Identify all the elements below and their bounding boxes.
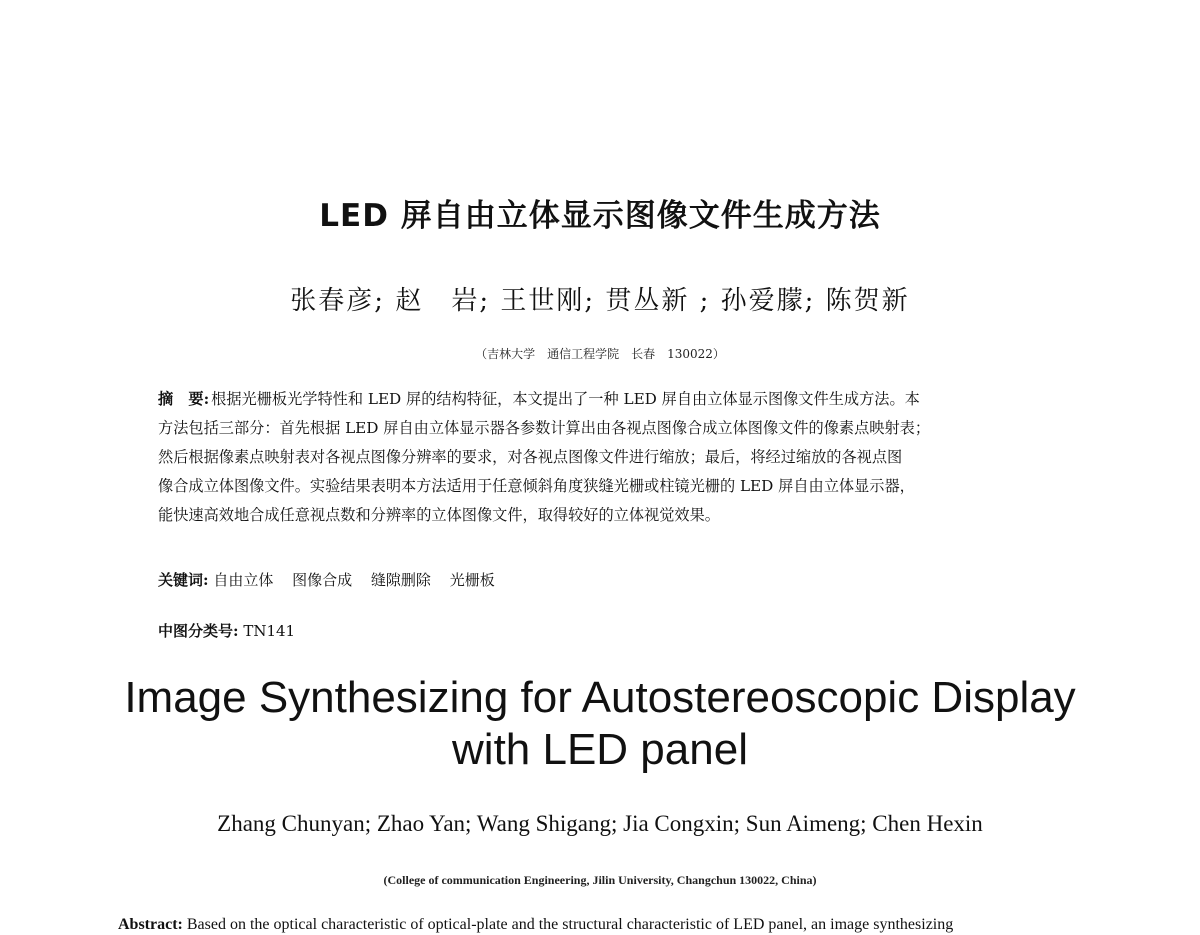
abstract-line: 方法包括三部分：首先根据 LED 屏自由立体显示器各参数计算出由各视点图像合成立体图像文件的像素点映射表； [158,419,931,437]
classification-number [158,620,295,641]
title-line-2: with LED panel [452,725,748,774]
paper-title-english [0,672,1200,776]
keyword-item: 光栅板 [449,571,495,589]
affiliation-chinese: （吉林大学 通信工程学院 长春 130022） [475,347,725,361]
abstract-english [118,916,1098,934]
keyword-item: 图像合成 [292,571,353,589]
abstract-chinese [158,385,1058,530]
keyword-item: 缝隙删除 [370,571,431,589]
abstract-line: 然后根据像素点映射表对各视点图像分辨率的要求，对各视点图像文件进行缩放；最后，将经过缩放的各视点图 [158,448,903,466]
abstract-english-text: Based on the optical characteristic of optical-plate and the structural characteristic of LED panel, an image synthesizing [186,916,954,933]
keyword-item: 自由立体 [213,571,274,589]
abstract-line: 像合成立体图像文件。实验结果表明本方法适用于任意倾斜角度狭缝光栅或柱镜光栅的 LED 屏自由立体显示器， [158,477,915,495]
keywords-chinese [158,569,509,590]
paper-title-chinese: LED 屏自由立体显示图像文件生成方法 [319,198,881,234]
classification-value: TN141 [243,622,296,640]
abstract-text: 根据光栅板光学特性和 LED 屏的结构特征，本文提出了一种 LED 屏自由立体显示图像文件生成方法。本 [211,390,920,408]
title-line-1: Image Synthesizing for Autostereoscopic Display [124,673,1076,722]
author-list-english: Zhang Chunyan; Zhao Yan; Wang Shigang; Jia Congxin; Sun Aimeng; Chen Hexin [217,811,983,836]
author-list-chinese: 张春彦; 赵 岩; 王世刚; 贯丛新 ; 孙爱朦; 陈贺新 [290,286,910,316]
keywords-label: 关键词: [158,571,209,589]
abstract-line: 能快速高效地合成任意视点数和分辨率的立体图像文件，取得较好的立体视觉效果。 [158,506,720,524]
affiliation-english: (College of communication Engineering, Jilin University, Changchun 130022, China) [383,873,817,887]
abstract-english-label: Abstract: [118,916,183,933]
abstract-label: 摘 要: [158,390,210,408]
classification-label: 中图分类号: [158,622,239,640]
abstract-line [158,385,1058,414]
